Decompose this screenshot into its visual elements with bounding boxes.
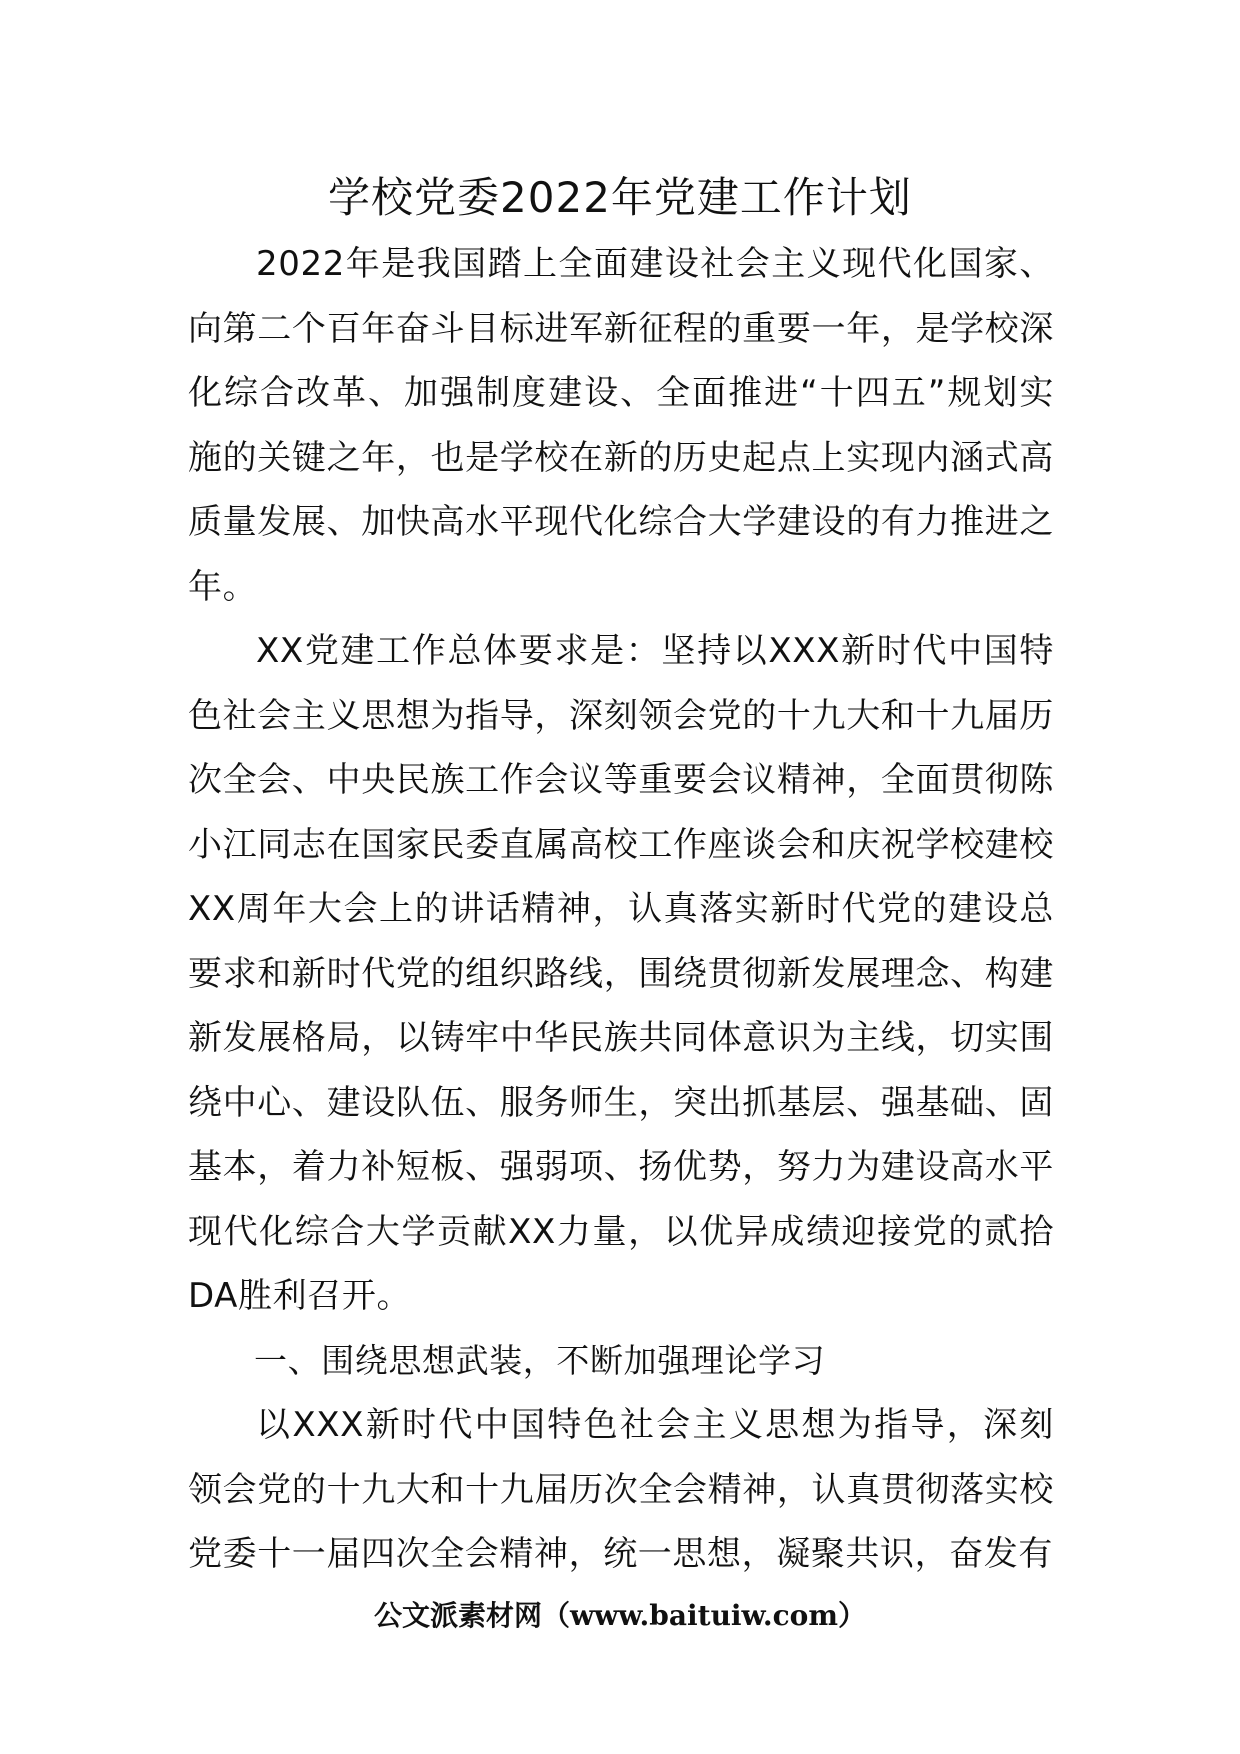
document-body [188,232,1054,1587]
section-heading: 一、围绕思想武装，不断加强理论学习 [254,1340,826,1380]
section-paragraph: 以XXX新时代中国特色社会主义思想为指导，深刻领会党的十九大和十九届历次全会精神，认真贯彻落实校党委十一届四次全会精神，统一思想，凝聚共识，奋发有 [188,1405,1054,1574]
document-title: 学校党委2022年党建工作计划 [328,173,912,222]
requirements-paragraph: XX党建工作总体要求是：坚持以XXX新时代中国特色社会主义思想为指导，深刻领会党的十九大和十九届历次全会、中央民族工作会议等重要会议精神，全面贯彻陈小江同志在国家民委直属高校工作座谈会和庆祝学校建校XX周年大会上的讲话精神，认真落实新时代党的建设总要求和新时代党的组织路线，围绕贯彻新发展理念、构建新发展格局，以铸牢中华民族共同体意识为主线，切实围绕中心、建设队伍、服务师生，突出抓基层、强基础、固基本，着力补短板、强弱项、扬优势，努力为建设高水平现代化综合大学贡献XX力量，以优异成绩迎接党的贰拾DA胜利召开。 [188,631,1054,1316]
intro-paragraph: 2022年是我国踏上全面建设社会主义现代化国家、向第二个百年奋斗目标进军新征程的重要一年，是学校深化综合改革、加强制度建设、全面推进“十四五”规划实施的关键之年，也是学校在新的历史起点上实现内涵式高质量发展、加快高水平现代化综合大学建设的有力推进之年。 [188,244,1054,607]
footer-watermark: 公文派素材网（www.baituiw.com） [374,1599,866,1632]
